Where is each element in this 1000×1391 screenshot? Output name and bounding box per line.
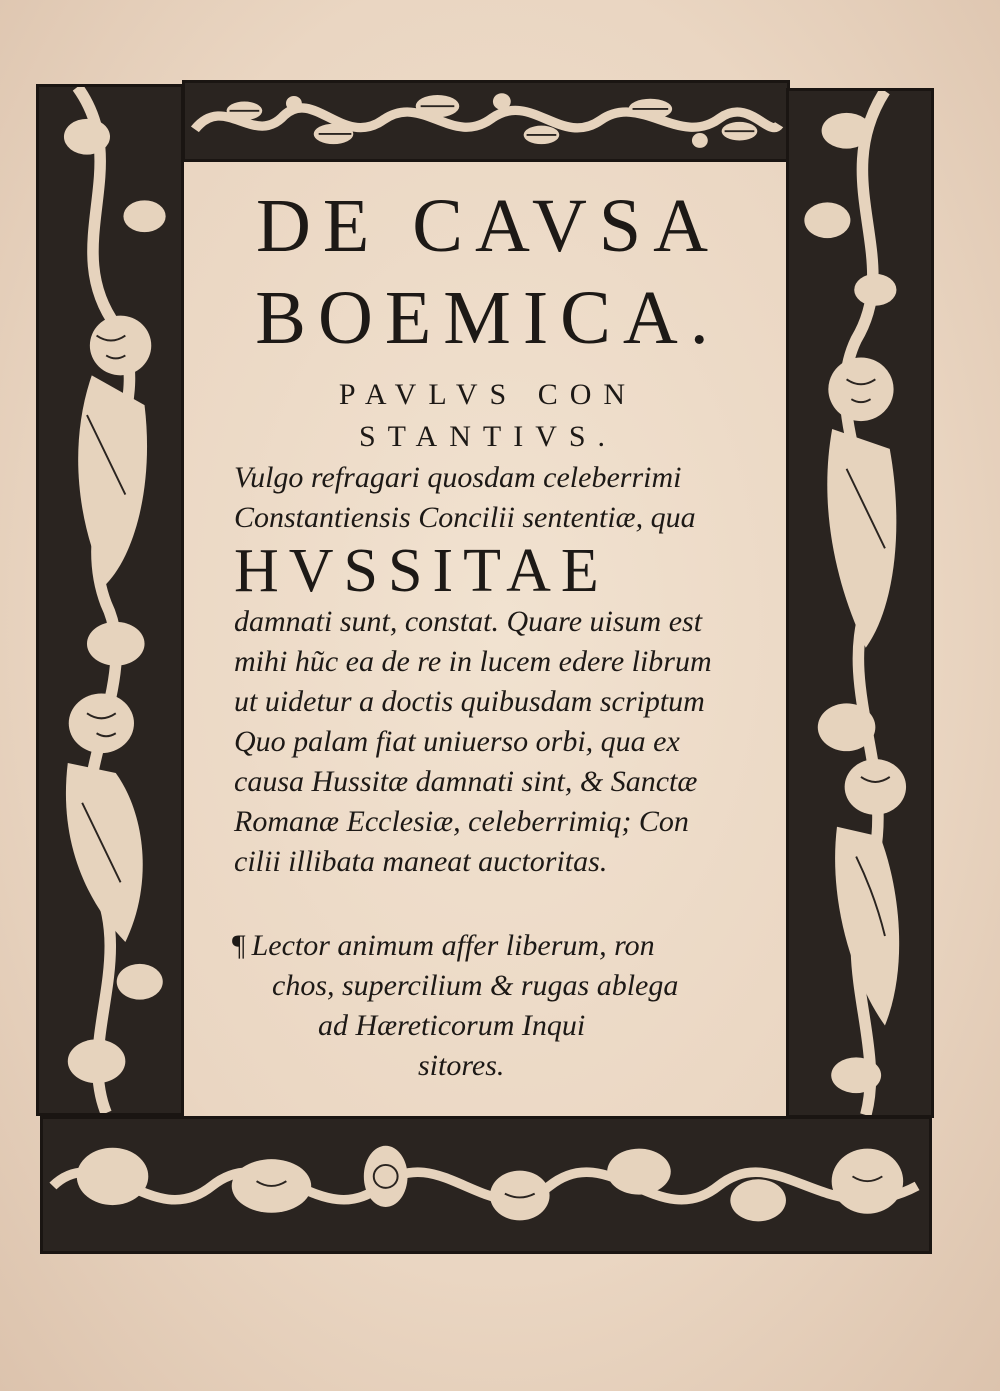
author-line-1: PAVLVS CON xyxy=(338,378,638,411)
right-woodcut-border xyxy=(786,88,934,1118)
left-woodcut-border xyxy=(36,84,184,1116)
bottom-woodcut-border xyxy=(40,1116,932,1254)
author-line-2: STANTIVS. xyxy=(358,420,618,453)
body-line: mihi hũc ea de re in lucem edere librum xyxy=(234,645,712,678)
body-line: cilii illibata maneat auctoritas. xyxy=(234,845,608,878)
pilcrow-icon: ¶ xyxy=(232,929,246,962)
body-line: Romanæ Ecclesiæ, celeberrimiq; Con xyxy=(234,805,689,838)
title-line-2: BOEMICA. xyxy=(255,276,721,360)
body-line: causa Hussitæ damnati sint, & Sanctæ xyxy=(234,765,698,798)
body-line: Quo palam fiat uniuerso orbi, qua ex xyxy=(234,725,680,758)
title-line-1: DE CAVSA xyxy=(255,184,721,268)
hussitae-heading: HVSSITAE xyxy=(234,537,609,605)
note-line: ad Hæreticorum Inqui xyxy=(318,1009,586,1042)
title-page-text xyxy=(192,180,784,1086)
description-paragraph xyxy=(192,458,784,882)
body-line: damnati sunt, constat. Quare uisum est xyxy=(234,605,703,638)
body-line: Constantiensis Concilii sententiæ, qua xyxy=(234,501,696,534)
reader-note xyxy=(192,926,784,1086)
note-line: sitores. xyxy=(418,1049,505,1082)
top-woodcut-border xyxy=(182,80,790,162)
body-line: Vulgo refragari quosdam celeberrimi xyxy=(234,461,682,494)
note-line: chos, supercilium & rugas ablega xyxy=(272,969,679,1002)
body-line: ut uidetur a doctis quibusdam scriptum xyxy=(234,685,705,718)
note-line xyxy=(192,926,784,966)
note-line-text: Lector animum affer liberum, ron xyxy=(251,929,655,962)
author-name xyxy=(192,374,784,458)
book-title xyxy=(192,180,784,364)
